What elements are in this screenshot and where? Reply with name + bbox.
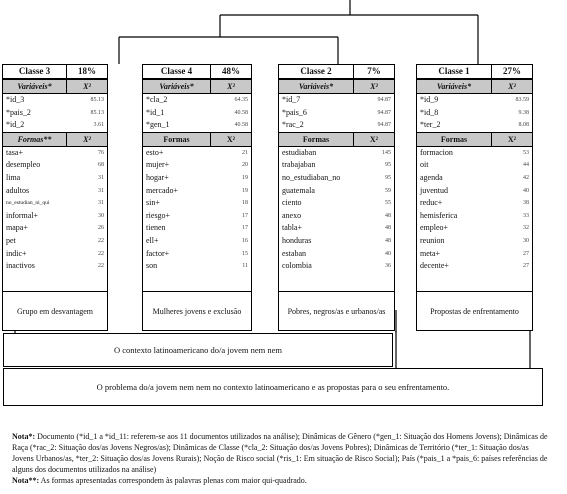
form-row — [3, 210, 107, 223]
form-chi: 18 — [242, 200, 248, 207]
var-chi: 94.87 — [377, 122, 391, 129]
form-word: mercado+ — [146, 185, 179, 195]
class-label: Mulheres jovens e exclusão — [143, 291, 251, 330]
form-row — [279, 159, 394, 172]
form-chi: 48 — [385, 212, 391, 219]
form-chi: 95 — [385, 174, 391, 181]
var-name: *id_9 — [420, 95, 439, 104]
form-row — [143, 197, 251, 210]
variables-header — [143, 79, 251, 94]
var-name: *id_8 — [420, 107, 439, 117]
var-row — [143, 119, 251, 132]
form-row — [143, 235, 251, 248]
context-box: O contexto latinoamericano do/a jovem nem nem — [3, 333, 393, 367]
form-word: reduc+ — [420, 198, 443, 208]
form-chi: 76 — [98, 149, 104, 156]
var-chi: 3.61 — [93, 122, 104, 129]
form-row — [143, 260, 251, 273]
form-row — [143, 248, 251, 261]
form-word: inactivos — [6, 261, 35, 271]
var-chi: 8.08 — [518, 122, 529, 129]
var-row — [3, 94, 107, 107]
form-chi: 11 — [242, 263, 248, 270]
var-name: *rac_2 — [282, 120, 304, 130]
var-chi: 85.13 — [90, 109, 104, 116]
note-2-label: Nota**: — [12, 476, 40, 485]
var-row — [279, 94, 394, 107]
form-word: empleo+ — [420, 223, 449, 233]
class-header — [279, 65, 394, 79]
form-word: desempleo — [6, 160, 41, 170]
form-word: tienen — [146, 223, 166, 233]
note-1-text: Documento (*id_1 a *id_11: referem-se aos 11 documentos utilizados na análise); Dinâmicas de Gênero (*gen_1: Situação dos Homens Jovens); Dinâmicas de Raça (*rac_2: Situação dos/as Jovens Negros/as); Dinâmicas de Classe (*cla_2: Situação dos/as Jovens Pobres); Dinâmicas de Território (*ter_1: Situação dos/as Jovens Urbanos/as, *ter_2: Situação dos/as Jovens Rurais); Noção de Risco social (*ris_1: Em situação de Risco Social); País (*pais_1 a *pais_6: países referências de alguns dos documentos utilizados na análise) — [12, 432, 548, 474]
form-row — [417, 172, 532, 185]
form-row — [417, 222, 532, 235]
form-row — [143, 172, 251, 185]
variables-header — [279, 79, 394, 94]
class-2-panel — [278, 64, 395, 331]
form-row — [143, 159, 251, 172]
form-row — [3, 222, 107, 235]
form-row — [3, 197, 107, 210]
form-word: oit — [420, 160, 429, 170]
form-row — [3, 172, 107, 185]
form-row — [417, 185, 532, 198]
class-label: Pobres, negros/as e urbanos/as — [279, 291, 394, 330]
form-row — [279, 185, 394, 198]
form-chi: 33 — [523, 212, 529, 219]
form-row — [3, 260, 107, 273]
form-word: honduras — [282, 235, 312, 245]
problem-box: O problema do/a jovem nem nem no contexto latinoamericano e as propostas para o seu enfrentamento. — [3, 368, 543, 406]
forms-header — [279, 132, 394, 147]
var-chi: 9.38 — [518, 109, 529, 116]
form-row — [279, 248, 394, 261]
form-word: lima — [6, 172, 21, 182]
chi-label: X² — [507, 134, 517, 144]
form-chi: 95 — [385, 162, 391, 169]
class-header — [417, 65, 532, 79]
form-chi: 42 — [523, 174, 529, 181]
form-chi: 16 — [242, 237, 248, 244]
form-word: no_estudian_ni_qui — [6, 200, 50, 207]
form-row — [143, 222, 251, 235]
form-word: factor+ — [146, 248, 170, 258]
chi-label: X² — [508, 82, 516, 91]
chi-label: X² — [83, 82, 91, 91]
form-chi: 15 — [242, 250, 248, 257]
form-chi: 36 — [385, 263, 391, 270]
var-chi: 94.87 — [377, 97, 391, 103]
class-4-panel — [142, 64, 252, 331]
form-chi: 20 — [242, 162, 248, 169]
form-word: meta+ — [420, 248, 441, 258]
var-row — [143, 94, 251, 107]
var-chi: 85.13 — [90, 97, 104, 103]
form-row — [3, 235, 107, 248]
var-name: *id_7 — [282, 95, 301, 104]
form-row — [143, 210, 251, 223]
var-row — [3, 107, 107, 120]
form-chi: 48 — [385, 237, 391, 244]
form-chi: 19 — [242, 187, 248, 194]
form-word: pet — [6, 235, 16, 245]
chi-label: X² — [369, 134, 379, 144]
note-1 — [12, 431, 552, 475]
var-chi: 83.59 — [515, 97, 529, 103]
form-chi: 38 — [523, 200, 529, 207]
form-word: formacion — [420, 147, 453, 157]
form-word: guatemala — [282, 185, 315, 195]
class-header — [143, 65, 251, 79]
class-name: Classe 3 — [3, 65, 67, 78]
form-row — [143, 185, 251, 198]
var-row — [3, 119, 107, 132]
form-word: indic+ — [6, 248, 27, 258]
var-row — [279, 107, 394, 120]
form-chi: 27 — [523, 263, 529, 270]
forms-label: Formas** — [3, 133, 67, 146]
var-name: *gen_1 — [146, 120, 170, 130]
form-chi: 40 — [523, 187, 529, 194]
form-word: estaban — [282, 248, 306, 258]
var-chi: 40.58 — [234, 122, 248, 129]
class-label: Propostas de enfrentamento — [417, 291, 532, 330]
form-row — [3, 159, 107, 172]
form-chi: 31 — [98, 174, 104, 181]
class-name: Classe 2 — [279, 65, 354, 78]
form-row — [3, 185, 107, 198]
form-chi: 31 — [98, 187, 104, 194]
form-word: anexo — [282, 210, 302, 220]
class-label: Grupo em desvantagem — [3, 291, 107, 330]
form-row — [279, 260, 394, 273]
form-row — [417, 197, 532, 210]
form-word: decente+ — [420, 261, 449, 271]
variables-label: Variáveis* — [279, 80, 354, 93]
note-2-text: As formas apresentadas correspondem às palavras plenas com maior qui-quadrado. — [40, 476, 307, 485]
form-word: estudiaban — [282, 147, 317, 157]
form-chi: 48 — [385, 225, 391, 232]
form-chi: 17 — [242, 212, 248, 219]
class-percent: 18% — [78, 66, 96, 76]
form-chi: 53 — [523, 149, 529, 156]
variables-header — [3, 79, 107, 94]
form-row — [417, 147, 532, 160]
form-row — [3, 248, 107, 261]
forms-label: Formas — [279, 133, 354, 146]
form-word: informal+ — [6, 210, 39, 220]
forms-header — [417, 132, 532, 147]
var-row — [143, 107, 251, 120]
class-3-panel — [2, 64, 108, 331]
var-chi: 40.58 — [234, 109, 248, 116]
form-word: ell+ — [146, 235, 159, 245]
var-name: *id_3 — [6, 95, 25, 104]
var-name: *id_1 — [146, 107, 165, 117]
variables-label: Variáveis* — [3, 80, 67, 93]
form-word: sin+ — [146, 198, 160, 208]
form-chi: 59 — [385, 187, 391, 194]
var-name: *pais_6 — [282, 107, 307, 117]
form-row — [279, 235, 394, 248]
form-chi: 22 — [98, 237, 104, 244]
var-row — [417, 119, 532, 132]
form-row — [417, 248, 532, 261]
form-chi: 68 — [98, 162, 104, 169]
chi-label: X² — [83, 134, 91, 144]
var-row — [417, 94, 532, 107]
form-word: no_estudiaban_no — [282, 172, 341, 182]
chi-label: X² — [226, 134, 236, 144]
notes — [12, 431, 552, 486]
form-row — [417, 159, 532, 172]
form-word: reunion — [420, 235, 445, 245]
form-word: mapa+ — [6, 223, 28, 233]
chi-label: X² — [370, 82, 378, 91]
variables-label: Variáveis* — [417, 80, 492, 93]
var-row — [279, 119, 394, 132]
form-row — [417, 260, 532, 273]
form-chi: 27 — [523, 250, 529, 257]
form-word: trabajaban — [282, 160, 316, 170]
var-name: *cla_2 — [146, 95, 168, 104]
var-row — [417, 107, 532, 120]
form-word: ciento — [282, 198, 302, 208]
form-word: agenda — [420, 172, 443, 182]
forms-label: Formas — [143, 133, 211, 146]
form-row — [279, 222, 394, 235]
class-percent: 27% — [503, 66, 521, 76]
class-name: Classe 1 — [417, 65, 492, 78]
var-name: *pais_2 — [6, 107, 31, 117]
form-chi: 17 — [242, 225, 248, 232]
forms-header — [143, 132, 251, 147]
form-chi: 22 — [98, 250, 104, 257]
form-word: adultos — [6, 185, 30, 195]
form-chi: 26 — [98, 225, 104, 232]
form-word: juventud — [420, 185, 448, 195]
var-chi: 64.35 — [234, 97, 248, 103]
class-percent: 48% — [222, 66, 240, 76]
form-row — [279, 197, 394, 210]
form-chi: 44 — [523, 162, 529, 169]
form-row — [279, 147, 394, 160]
class-percent: 7% — [367, 66, 381, 76]
form-row — [279, 210, 394, 223]
variables-header — [417, 79, 532, 94]
forms-label: Formas — [417, 133, 492, 146]
form-word: tasa+ — [6, 147, 23, 157]
form-word: son — [146, 261, 158, 271]
form-word: hemisferica — [420, 210, 458, 220]
form-chi: 30 — [523, 237, 529, 244]
var-name: *ter_2 — [420, 120, 441, 130]
form-chi: 21 — [242, 149, 248, 156]
forms-header — [3, 132, 107, 147]
form-chi: 19 — [242, 174, 248, 181]
form-row — [417, 210, 532, 223]
form-word: tabla+ — [282, 223, 303, 233]
form-chi: 55 — [385, 200, 391, 207]
form-chi: 145 — [382, 149, 391, 156]
form-chi: 32 — [523, 225, 529, 232]
form-word: colombia — [282, 261, 312, 271]
class-header — [3, 65, 107, 79]
var-chi: 94.87 — [377, 109, 391, 116]
class-1-panel — [416, 64, 533, 331]
variables-label: Variáveis* — [143, 80, 211, 93]
var-name: *id_2 — [6, 120, 25, 130]
chi-label: X² — [227, 82, 235, 91]
note-1-label: Nota*: — [12, 432, 36, 441]
form-chi: 40 — [385, 250, 391, 257]
form-word: hogar+ — [146, 172, 169, 182]
form-row — [3, 147, 107, 160]
form-chi: 22 — [98, 263, 104, 270]
class-name: Classe 4 — [143, 65, 211, 78]
form-word: mujer+ — [146, 160, 170, 170]
form-chi: 31 — [98, 200, 104, 207]
form-word: riesgo+ — [146, 210, 171, 220]
form-row — [417, 235, 532, 248]
form-row — [143, 147, 251, 160]
note-2 — [12, 475, 552, 486]
form-row — [279, 172, 394, 185]
form-word: esto+ — [146, 147, 164, 157]
form-chi: 30 — [98, 212, 104, 219]
